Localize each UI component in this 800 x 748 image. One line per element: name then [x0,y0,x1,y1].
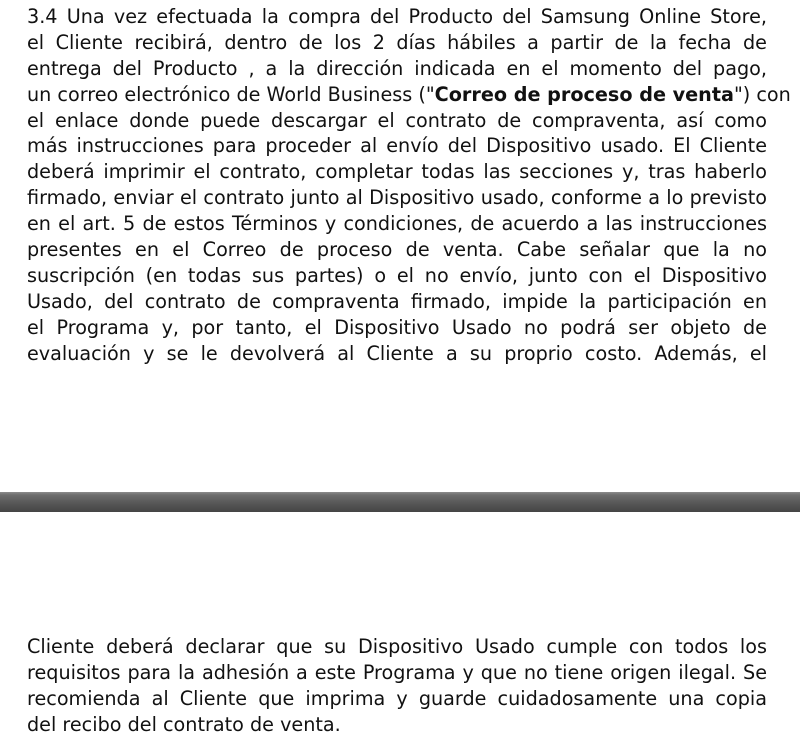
text-line: suscripción (en todas sus partes) o el no envío, junto con el Dispositivo [27,263,767,287]
page-break-separator [0,492,800,512]
text-line: Usado, del contrato de compraventa firmado, impide la participación en [27,289,767,313]
section-3-4-paragraph [27,4,791,366]
text-line: deberá imprimir el contrato, completar todas las secciones y, tras haberlo [27,160,767,184]
text-line: el Programa y, por tanto, el Dispositivo Usado no podrá ser objeto de [27,315,767,339]
text-run: ") con [733,82,791,106]
text-line: requisitos para la adhesión a este Programa y que no tiene origen ilegal. Se [27,660,767,684]
text-line-with-bold [27,82,791,108]
section-3-4-continuation [27,634,767,738]
text-line: presentes en el Correo de proceso de venta. Cabe señalar que la no [27,238,767,262]
document-page-bottom [0,512,800,748]
text-run: un correo electrónico de World Business (" [27,82,435,106]
text-line: Cliente deberá declarar que su Dispositivo Usado cumple con todos los [27,635,767,658]
text-line: entrega del Producto , a la dirección indicada en el momento del pago, [27,56,767,80]
bold-term: Correo de proceso de venta [434,82,734,106]
text-line: 3.4 Una vez efectuada la compra del Producto del Samsung Online Store, [27,5,767,28]
text-line: evaluación y se le devolverá al Cliente a su proprio costo. Además, el [27,341,767,365]
text-line: el Cliente recibirá, dentro de los 2 días hábiles a partir de la fecha de [27,30,767,54]
text-line: del recibo del contrato de venta. [27,712,341,736]
text-line: recomienda al Cliente que imprima y guarde cuidadosamente una copia [27,686,767,710]
text-line: el enlace donde puede descargar el contrato de compraventa, así como [27,108,767,132]
text-line: firmado, enviar el contrato junto al Dispositivo usado, conforme a lo previsto [27,186,767,210]
text-line: en el art. 5 de estos Términos y condiciones, de acuerdo a las instrucciones [27,212,767,236]
text-line: más instrucciones para proceder al envío del Dispositivo usado. El Cliente [27,134,767,158]
